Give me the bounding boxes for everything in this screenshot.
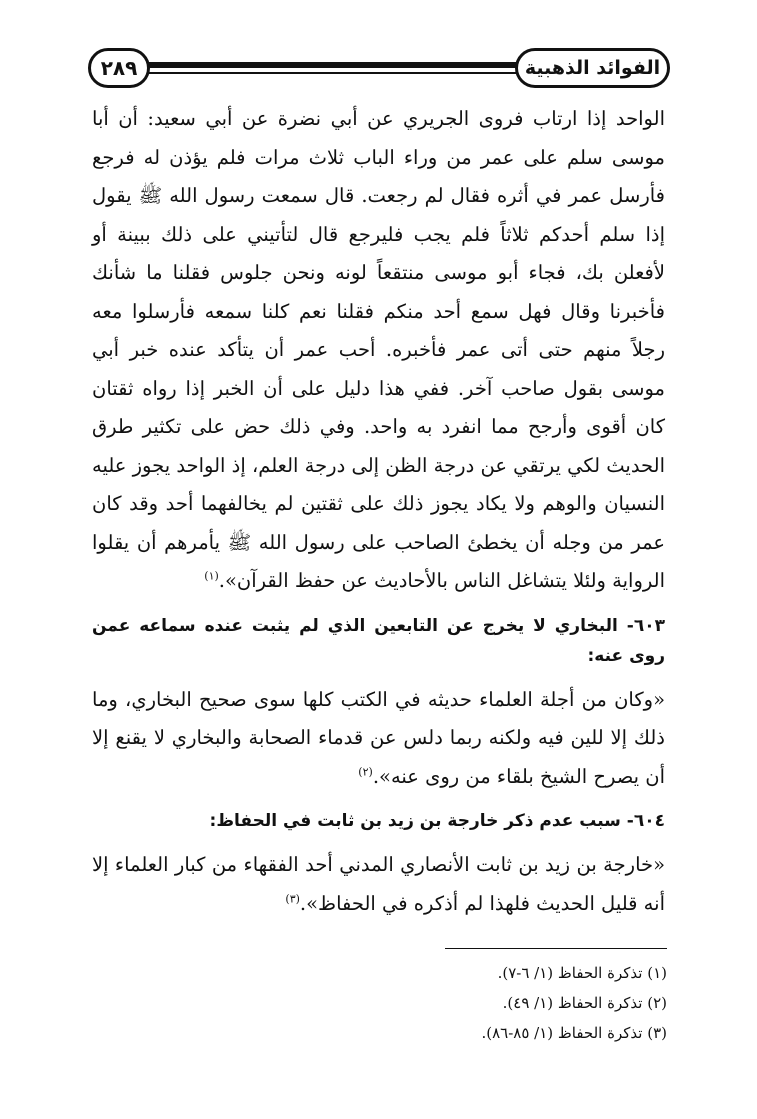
header-rule (146, 62, 520, 68)
paragraph-3 (92, 846, 665, 923)
paragraph-2-text: «وكان من أجلة العلماء حديثه في الكتب كلها سوى صحيح البخاري، وما ذلك إلا للين فيه ولكنه ربما دلس عن قدماء الصحابة والبخاري لا يقنع إلا أن يصرح الشيخ بلقاء من روى عنه». (92, 687, 665, 788)
footnote-1: (١) تذكرة الحفاظ (١/ ٦-٧). (497, 964, 667, 982)
footnotes (367, 958, 667, 1048)
footnote-ref-3: (٣) (285, 892, 300, 905)
page-number: ٢٨٩ (88, 48, 150, 88)
paragraph-2 (92, 681, 665, 797)
footnote-2: (٢) تذكرة الحفاظ (١/ ٤٩). (502, 994, 667, 1012)
section-heading-603: ٦٠٣- البخاري لا يخرج عن التابعين الذي لم يثبت عنده سماعه عمن روى عنه: (92, 615, 665, 666)
page-body (92, 100, 665, 923)
paragraph-1-text: الواحد إذا ارتاب فروى الجريري عن أبي نضرة عن أبي سعيد: أن أبا موسى سلم على عمر من وراء الباب ثلاث مرات فلم يؤذن له فرجع فأرسل عمر في أثره فقال لم رجعت. قال سمعت رسول الله ﷺ يقول إذا سلم أحدكم ثلاثاً فلم يجب فليرجع قال لتأتيني على ذلك ببينة أو لأفعلن بك، فجاء أبو موسى منتقعاً لونه ونحن جلوس فقلنا ما شأنك فأخبرنا وقال فهل سمع أحد منكم فقلنا نعم كلنا سمعه فأرسلوا معه رجلاً منهم حتى أتى عمر فأخبره. أحب عمر أن يتأكد عنده خبر أبي موسى بقول صاحب آخر. ففي هذا دليل على أن الخبر إذا رواه ثقتان كان أقوى وأرجح مما انفرد به واحد. وفي ذلك حض على تكثير طرق الحديث لكي يرتقي عن درجة الظن إلى درجة العلم، إذ الواحد يجوز عليه النسيان والوهم ولا يكاد يجوز ذلك على ثقتين لم يخالفهما أحد وقد كان عمر من وجله أن يخطئ الصاحب على رسول الله ﷺ يأمرهم أن يقلوا الرواية ولئلا يتشاغل الناس بالأحاديث عن حفظ القرآن». (91, 107, 665, 592)
footnote-3: (٣) تذكرة الحفاظ (١/ ٨٥-٨٦). (481, 1024, 667, 1042)
footnote-divider (445, 948, 667, 949)
book-title: الفوائد الذهبية (515, 48, 670, 88)
paragraph-1 (92, 100, 665, 601)
page-header (88, 44, 670, 94)
header-rule-thin (146, 72, 520, 74)
footnote-ref-2: (٢) (358, 765, 373, 778)
section-heading-604: ٦٠٤- سبب عدم ذكر خارجة بن زيد بن ثابت في الحفاظ: (209, 811, 665, 831)
paragraph-3-text: «خارجة بن زيد بن ثابت الأنصاري المدني أحد الفقهاء من كبار العلماء إلا أنه قليل الحديث فلهذا لم أذكره في الحفاظ». (92, 853, 665, 915)
footnote-ref-1: (١) (204, 569, 219, 583)
